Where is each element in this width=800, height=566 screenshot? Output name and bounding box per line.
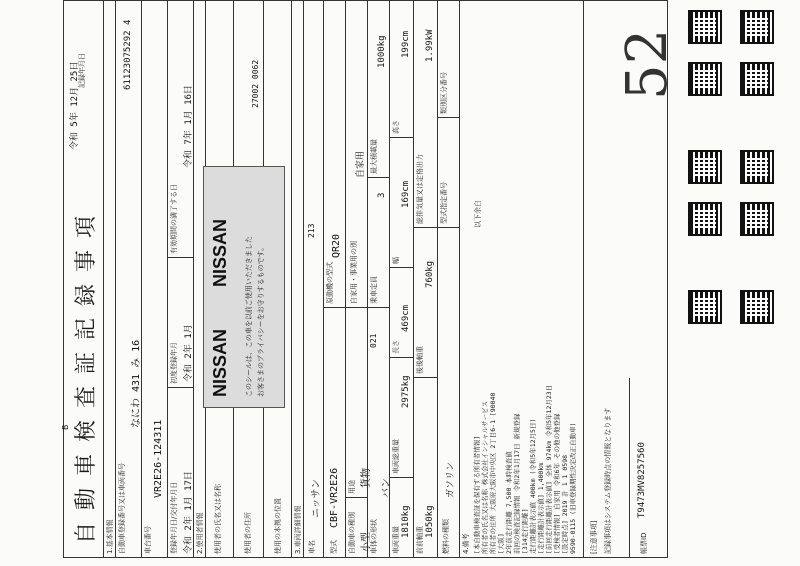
expiry-label: 有効期間の満了する日 (170, 184, 178, 254)
first-reg-label: 登録年月日/交付年月日 (170, 481, 178, 554)
qr-code (740, 290, 774, 324)
engine-label: 原動機の型式 (326, 262, 334, 304)
gross: 2975kg (401, 375, 411, 408)
use: 貨物 (361, 468, 372, 488)
annex-text: 以下余白 (474, 200, 482, 228)
max-load: 1000kg (377, 35, 387, 68)
rear-axle-label: 後後軸重 (416, 346, 424, 374)
model: CBF-VR2E26 (329, 467, 340, 528)
section-notes: 4.備考 (462, 533, 470, 554)
section-basic-info: 1.基本情報 (106, 519, 114, 554)
form-id: T9473MV8257560 (637, 442, 647, 518)
qr-code (688, 62, 722, 96)
first-reg-date: 令和 2年 1月 17日 (184, 471, 194, 554)
record-date: 令和 5年 12月 25日 (70, 61, 80, 150)
qr-code (688, 150, 722, 184)
first-year: 令和 2年 1月 (184, 324, 194, 382)
sticker-text-1: このシールは、この車を以前ご使用いただきました (245, 236, 253, 397)
qr-code (740, 202, 774, 236)
model-label: 型式 (330, 540, 338, 554)
length: 469cm (401, 304, 411, 332)
base-label: 使用の本拠の位置 (274, 498, 282, 554)
fuel-label: 燃料の種類 (442, 519, 450, 554)
notes-text: [本自動車検査証を保有する所有者情報] 所有者の氏名又は名称 株式会社インシャルサービス 所有者の住所 大阪府大阪市中央区 2丁目6-1 [90040 [大阪] 2年前走行距離 7,500 本時検査値 前回の検査記録情報 令和2年1月17日 新規登録 [314走行距離] 走行距離計表示値 400km (令和5年12月5日) [走行距離計表示値] 1,400km [前回走行距離計表示値] 全体 974km 令和5年12月23日 [受検者情報] 自家用 令和6年 その他の他登録 [設定時点] 2019 計 1 1 0598 9590-0115 (旧車登録期性決定改正自動車) (473, 384, 577, 554)
user-name-label: 使用者の氏名又は名称 (214, 484, 222, 554)
sticker-text-2: お客さまのプライバシーをお守りするものです。 (257, 243, 265, 397)
qr-code (688, 202, 722, 236)
height-label: 高さ (392, 120, 400, 134)
footer-notes-title: [注意事項] (590, 520, 598, 554)
front-axle-label: 前前軸重 (416, 526, 424, 554)
document-variant: B (61, 424, 70, 430)
chassis-label: 車台番号 (144, 526, 152, 554)
length-label: 長さ (392, 340, 400, 354)
max-load-label: 最大積載量 (370, 139, 378, 174)
engine: QR20 (331, 233, 342, 258)
sticker-brand: NISSAN (210, 328, 230, 397)
front-axle: 1050kg (425, 505, 435, 538)
fuel: ガソリン (446, 461, 456, 498)
class-no-label: 類別区分番号 (440, 72, 448, 114)
capacity: 3 (377, 192, 387, 198)
width-label: 幅 (392, 257, 400, 264)
rear-axle: 760kg (425, 260, 435, 288)
footer-notes-body: 記録事項はシステム登録時点の情報となります (604, 407, 612, 554)
type-no-label: 型式指定番号 (440, 182, 448, 224)
sticker-brand-2: NISSAN (210, 218, 230, 287)
certificate-form (63, 0, 668, 558)
body-label: 車体の形状 (370, 519, 378, 554)
body: バン (381, 478, 392, 498)
capacity-label: 乗車定員 (370, 276, 378, 304)
width: 169cm (401, 180, 411, 208)
weight-label: 車両重量 (392, 526, 400, 554)
displacement: 1.99kW (425, 29, 435, 62)
privacy-sticker (203, 166, 285, 408)
kind-label: 自動車の種別 (348, 512, 356, 554)
height: 199cm (401, 30, 411, 58)
user-address-label: 使用者の住所 (244, 512, 252, 554)
first-year-label: 初度登録年月 (170, 342, 178, 384)
form-id-label: 帳票ID (640, 532, 648, 554)
section-vehicle-info: 3.車両詳細情報 (294, 505, 302, 554)
purpose: 自家用 (356, 150, 366, 178)
weight: 1810kg (401, 505, 411, 538)
kind: 小型 (361, 532, 372, 552)
reg-no-label: 自動車登録番号又は車両番号 (118, 463, 126, 554)
maker-code: 213 (307, 223, 316, 238)
document-title: 自動車検査証記録事項 (74, 203, 99, 544)
section-user-info: 2.使用者情報 (196, 512, 204, 554)
qr-code (740, 150, 774, 184)
displacement-label: 総排気量又は定格出力 (416, 154, 424, 224)
handwritten-mark: 52 (615, 28, 680, 100)
qr-code (740, 10, 774, 44)
use-label: 用途 (348, 480, 356, 494)
maker: ニッサン (311, 478, 322, 518)
qr-code (688, 290, 722, 324)
body-code: 021 (369, 333, 378, 348)
expiry-date: 令和 7年 1月 16日 (184, 85, 194, 168)
gross-label: 車両総重量 (392, 439, 400, 474)
record-date-label: 記録年月日 (78, 53, 86, 88)
qr-code (740, 62, 774, 96)
reg-no: なにわ 431 み 16 (131, 339, 142, 428)
chassis-number: VR2E26-124311 (153, 419, 164, 498)
code-1: 27002 0062 (251, 59, 260, 108)
qr-code (688, 10, 722, 44)
document-number: 61123075292 4 (123, 19, 133, 90)
purpose-label: 自家用・事業用の別 (350, 241, 358, 304)
maker-label: 車名 (308, 540, 316, 554)
